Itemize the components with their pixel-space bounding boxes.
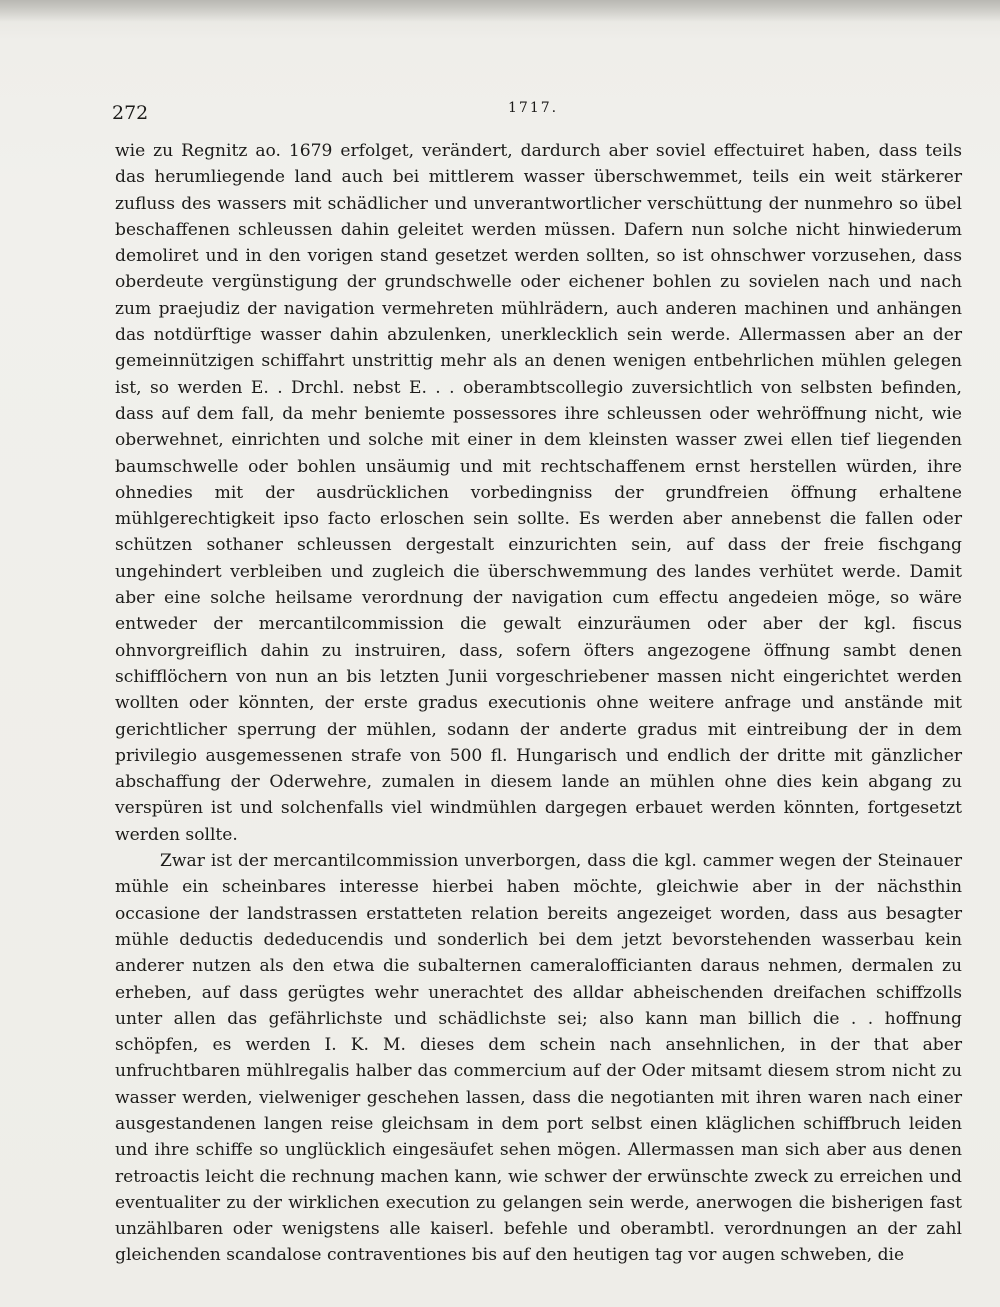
- page-header: [112, 96, 960, 126]
- scan-edge-shadow: [0, 0, 1000, 22]
- running-header-year: 1717.: [508, 100, 559, 116]
- page-number: 272: [112, 102, 149, 124]
- paragraph-1: wie zu Regnitz ao. 1679 erfolget, verändert, dardurch aber soviel effectuiret haben, dass teils das herumliegende land auch bei mittlerem wasser überschwemmet, teils ein weit stärkerer zufluss des wassers mit schädlicher und unverantwortlicher verschüttung der nunmehro so übel beschaffenen schleussen dahin geleitet werden müssen. Dafern nun solche nicht hinwiederum demoliret und in den vorigen stand gesetzet werden sollten, so ist ohnschwer vorzusehen, dass oberdeute vergünstigung der grundschwelle oder eichener bohlen zu sovielen nach und nach zum praejudiz der navigation vermehreten mühlrädern, auch anderen machinen und anhängen das notdürftige wasser dahin abzulenken, unerklecklich sein werde. Allermassen aber an der gemeinnützigen schiffahrt unstrittig mehr als an denen wenigen entbehrlichen mühlen gelegen ist, so werden E. . Drchl. nebst E. . . oberambtscollegio zuversichtlich von selbsten befinden, dass auf dem fall, da mehr beniemte possessores ihre schleussen oder wehröffnung nicht, wie oberwehnet, einrichten und solche mit einer in dem kleinsten wasser zwei ellen tief liegenden baumschwelle oder bohlen unsäumig und mit rechtschaffenem ernst herstellen würden, ihre ohnedies mit der ausdrücklichen vorbedingniss der grundfreien öffnung erhaltene mühlgerechtigkeit ipso facto erloschen sein sollte. Es werden aber annebenst die fallen oder schützen sothaner schleussen dergestalt einzurichten sein, auf dass der freie fischgang ungehindert verbleiben und zugleich die überschwemmung des landes verhütet werde. Damit aber eine solche heilsame verordnung der navigation cum effectu angedeien möge, so wäre entweder der mercantilcommission die gewalt einzuräumen oder aber der kgl. fiscus ohnvorgreiflich dahin zu instruiren, dass, sofern öfters angezogene öffnung sambt denen schifflöchern von nun an bis letzten Junii vorgeschriebener massen nicht eingerichtet werden wollten oder könnten, der erste gradus executionis ohne weitere anfrage und anstände mit gerichtlicher sperrung der mühlen, sodann der anderte gradus mit eintreibung der in dem privilegio ausgemessenen strafe von 500 fl. Hungarisch und endlich der dritte mit gänzlicher abschaffung der Oderwehre, zumalen in diesem lande an mühlen ohne dies kein abgang zu verspüren ist und solchenfalls viel windmühlen dargegen erbauet werden könnten, fortgesetzt werden sollte.: [115, 141, 962, 845]
- body-text: [115, 138, 962, 1269]
- paragraph-2: Zwar ist der mercantilcommission unverborgen, dass die kgl. cammer wegen der Steinauer mühle ein scheinbares interesse hierbei haben möchte, gleichwie aber in der nächsthin occasione der landstrassen erstatteten relation bereits angezeiget worden, dass aus besagter mühle deductis dededucendis und sonderlich bei dem jetzt bevorstehenden wasserbau kein anderer nutzen als den etwa die subalternen cameralofficianten daraus nehmen, dermalen zu erheben, auf dass gerügtes wehr unerachtet des alldar abheischenden dreifachen schiffzolls unter allen das gefährlichste und schädlichste sei; also kann man billich die . . hoffnung schöpfen, es werden I. K. M. dieses dem schein nach ansehnlichen, in der that aber unfruchtbaren mühlregalis halber das commercium auf der Oder mitsamt diesem strom nicht zu wasser werden, vielweniger geschehen lassen, dass die negotianten mit ihren waren nach einer ausgestandenen langen reise gleichsam in dem port selbst einen kläglichen schiffbruch leiden und ihre schiffe so unglücklich eingesäufet sehen mögen. Allermassen man sich aber aus denen retroactis leicht die rechnung machen kann, wie schwer der erwünschte zweck zu erreichen und eventualiter zu der wirklichen execution zu gelangen sein werde, anerwogen die bisherigen fast unzählbaren oder wenigstens alle kaiserl. befehle und oberambtl. verordnungen an der zahl gleichenden scandalose contraventiones bis auf den heutigen tag vor augen schweben, die: [115, 851, 962, 1266]
